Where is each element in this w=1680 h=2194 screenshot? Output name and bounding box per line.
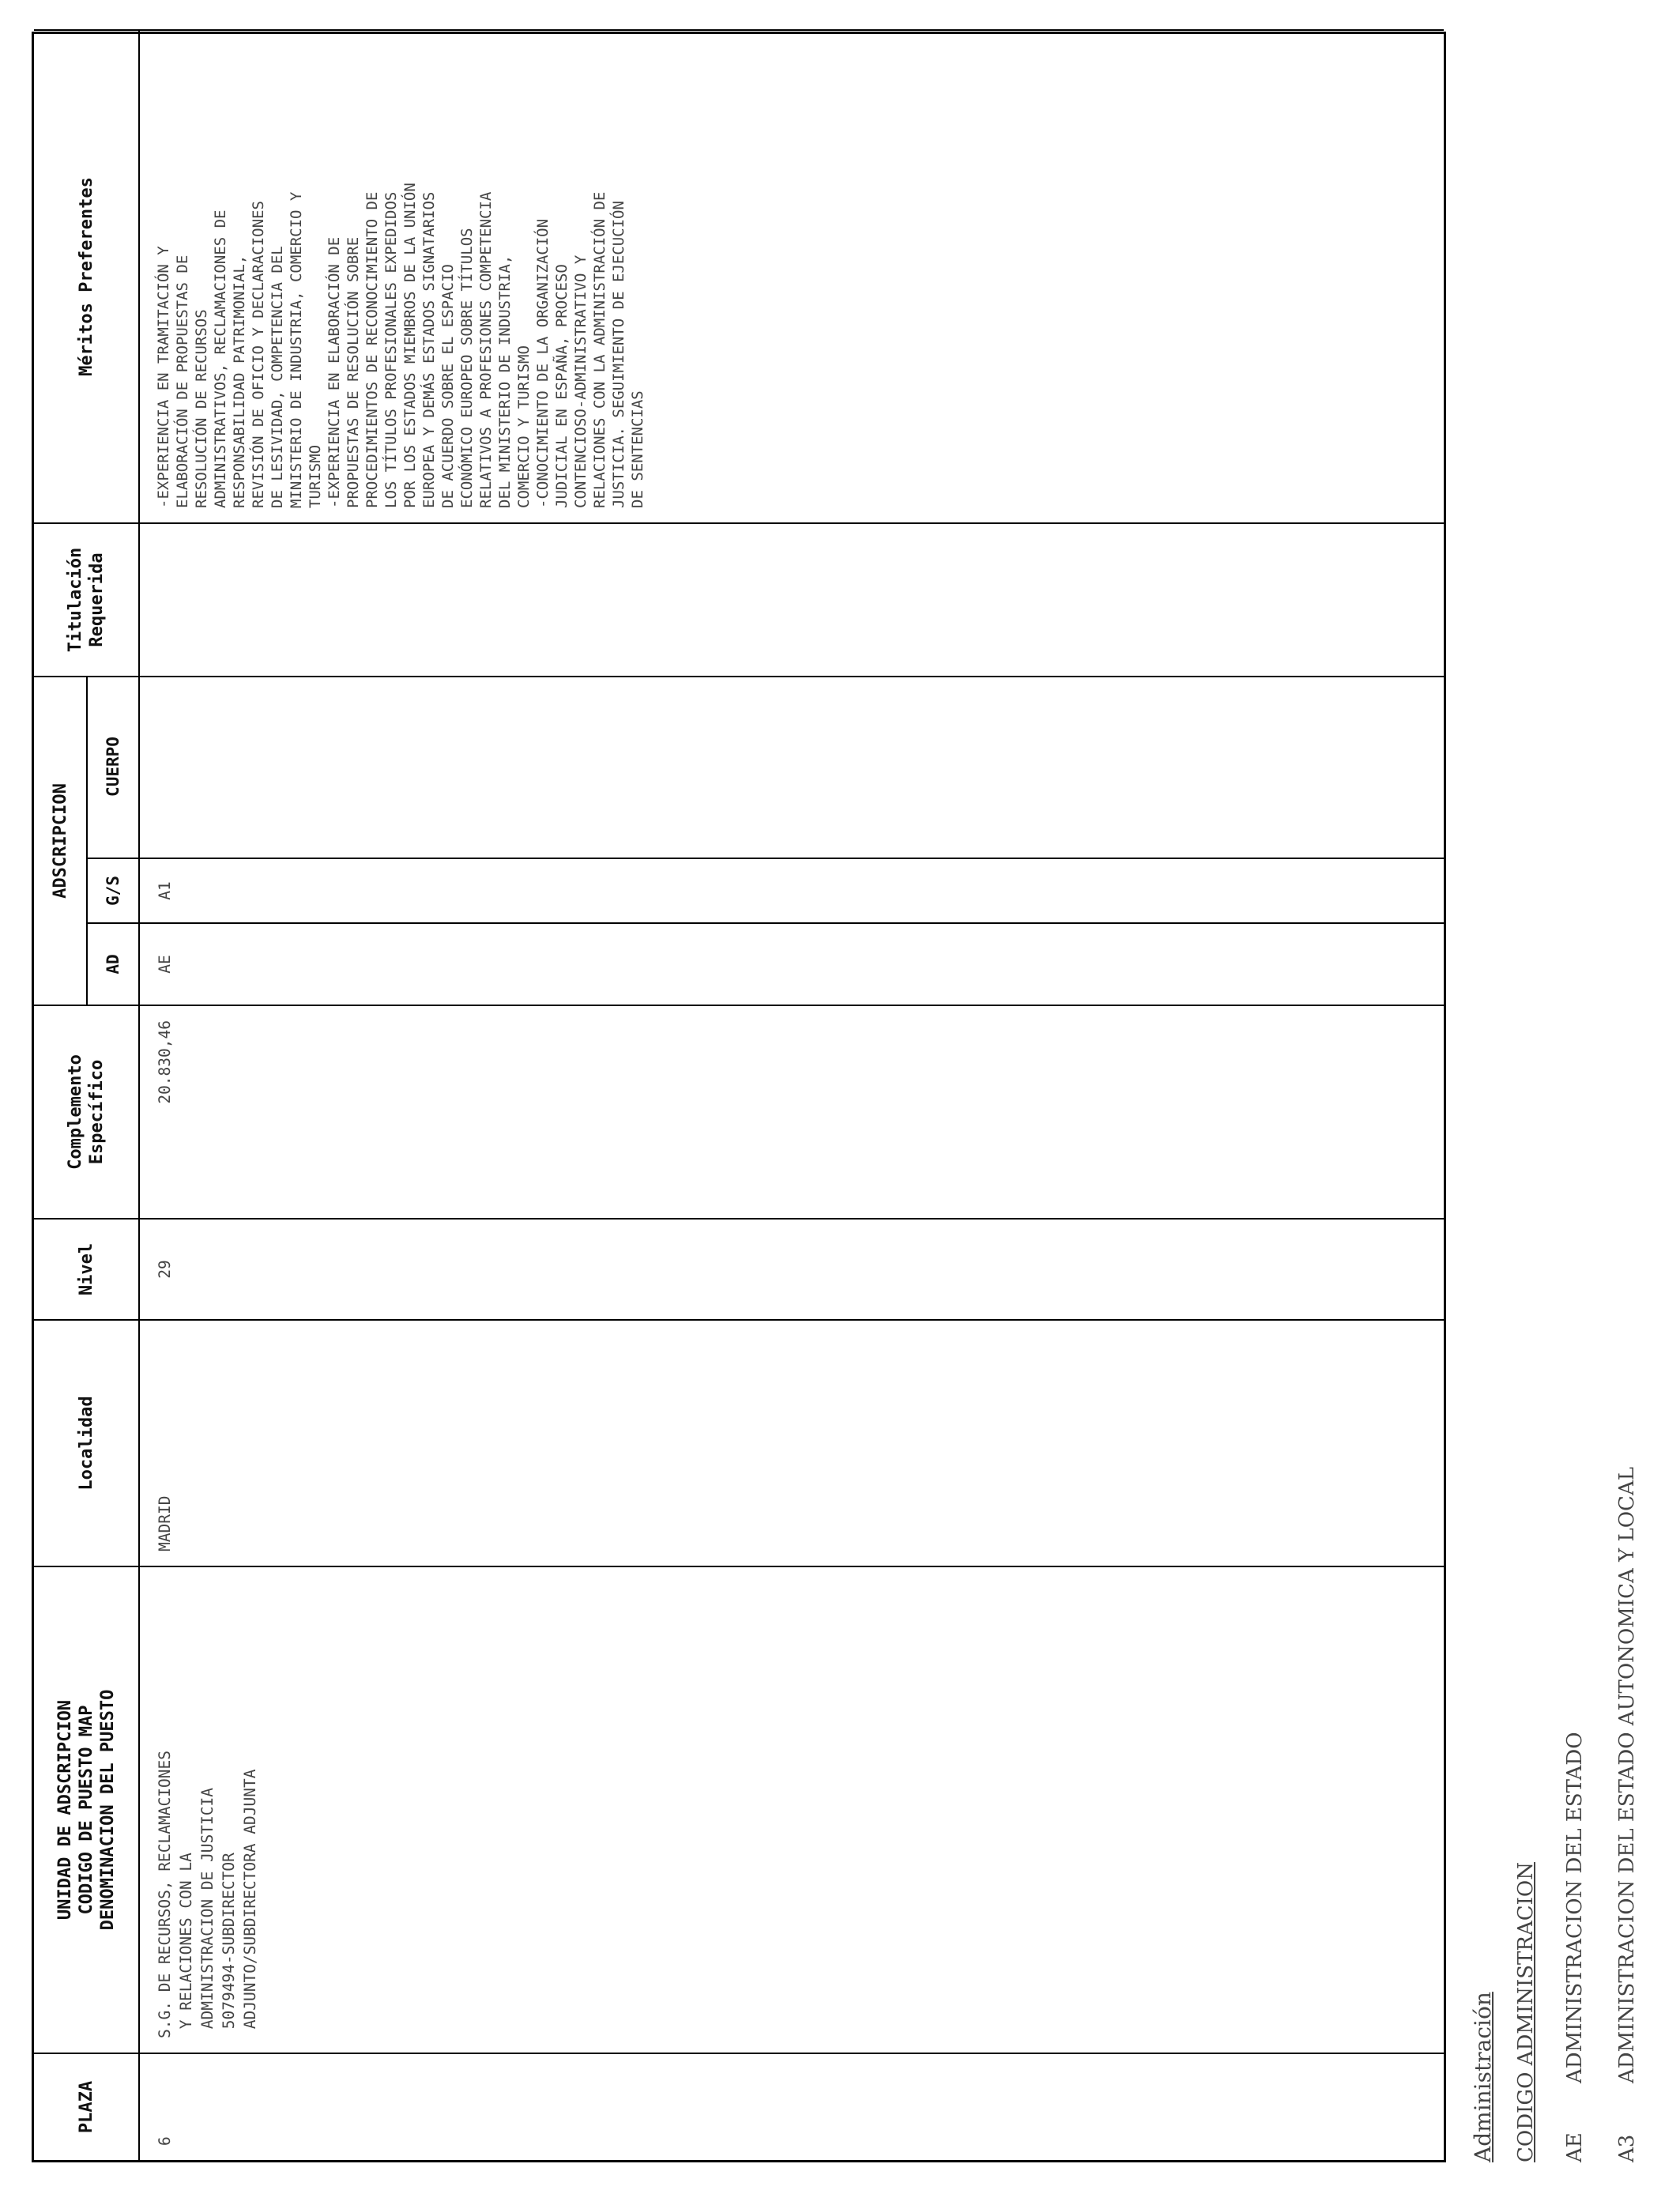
legend-item [1615,107,1667,2162]
column-meritos [34,29,1444,522]
header-ad: AD [88,924,140,1005]
cell-unidad: S.G. DE RECURSOS, RECLAMACIONES Y RELACIONES CON LA ADMINISTRACION DE JUSTICIA 5079494-SUBDIRECTOR ADJUNTO/SUBDIRECTORA ADJUNTA [156,1751,259,2038]
legend-label: ADMINISTRACION DEL ESTADO [1563,1732,1587,2083]
header-meritos: Méritos Preferentes [34,31,140,522]
cell-localidad: MADRID [156,1495,174,1551]
header-adscripcion: ADSCRIPCION [34,677,88,1005]
header-titulacion: Titulación Requerida [34,524,140,676]
header-gs: G/S [88,859,140,922]
header-unidad: UNIDAD DE ADSCRIPCION CODIGO DE PUESTO MAP DENOMINACION DEL PUESTO [34,1567,140,2053]
header-nivel: Nivel [34,1220,140,1319]
header-plaza: PLAZA [34,2054,140,2160]
legend-code: A3 [1615,2134,1639,2162]
legend-header: CODIGO ADMINISTRACION [1514,1862,1538,2162]
cell-titulacion [140,524,1444,676]
column-plaza [34,2053,1444,2160]
header-cuerpo: CUERPO [88,676,140,858]
header-complemento: Complemento Específico [34,1006,140,1218]
cell-meritos: -EXPERIENCIA EN TRAMITACIÓN Y ELABORACIÓN DE PROPUESTAS DE RESOLUCIÓN DE RECURSOS ADMINISTRATIVOS, RECLAMACIONES DE RESPONSABILIDAD PATRIMONIAL, REVISIÓN DE OFICIO Y DECLARACIONES DE LESIVIDAD, COMPETENCIA DEL MINISTERIO DE INDUSTRIA, COMERCIO Y TURISMO -EXPERIENCIA EN ELABORACIÓN DE PROPUESTAS DE RESOLUCIÓN SOBRE PROCEDIMIENTOS DE RECONOCIMIENTO DE LOS TÍTULOS PROFESIONALES EXPEDIDOS POR LOS ESTADOS MIEMBROS DE LA UNIÓN EUROPEA Y DEMÁS ESTADOS SIGNATARIOS DE ACUERDO SOBRE EL ESPACIO ECONÓMICO EUROPEO SOBRE TÍTULOS RELATIVOS A PROFESIONES COMPETENCIA DEL MINISTERIO DE INDUSTRIA, COMERCIO Y TURISMO -CONOCIMIENTO DE LA ORGANIZACIÓN JUDICIAL EN ESPAÑA, PROCESO CONTENCIOSO-ADMINISTRATIVO Y RELACIONES CON LA ADMINISTRACIÓN DE JUSTICIA. SEGUIMIENTO DE EJECUCIÓN DE SENTENCIAS [155,183,646,508]
vacancy-table [32,32,1446,2162]
cell-ad: AE [156,955,174,974]
subcolumn-ad [88,922,1444,1005]
cell-nivel: 29 [156,1260,174,1279]
cell-gs: A1 [156,881,174,900]
legend-label: ADMINISTRACION DEL ESTADO AUTONOMICA Y LOCAL [1615,1467,1639,2083]
cell-complemento: 20.830,46 [156,1020,174,1104]
cell-cuerpo [140,676,1444,858]
legend-title: Administración [1470,1992,1496,2162]
cell-plaza: 6 [156,2136,174,2146]
subcolumn-gs [88,858,1444,922]
column-complemento [34,1005,1444,1218]
column-unidad [34,1566,1444,2053]
column-titulacion [34,522,1444,676]
legend-code: AE [1563,2132,1587,2162]
column-adscripcion [34,676,1444,1005]
legend-item [1563,107,1615,2162]
column-localidad [34,1319,1444,1566]
legend [1470,107,1667,2162]
column-nivel [34,1218,1444,1319]
subcolumn-cuerpo [88,676,1444,858]
header-localidad: Localidad [34,1321,140,1566]
